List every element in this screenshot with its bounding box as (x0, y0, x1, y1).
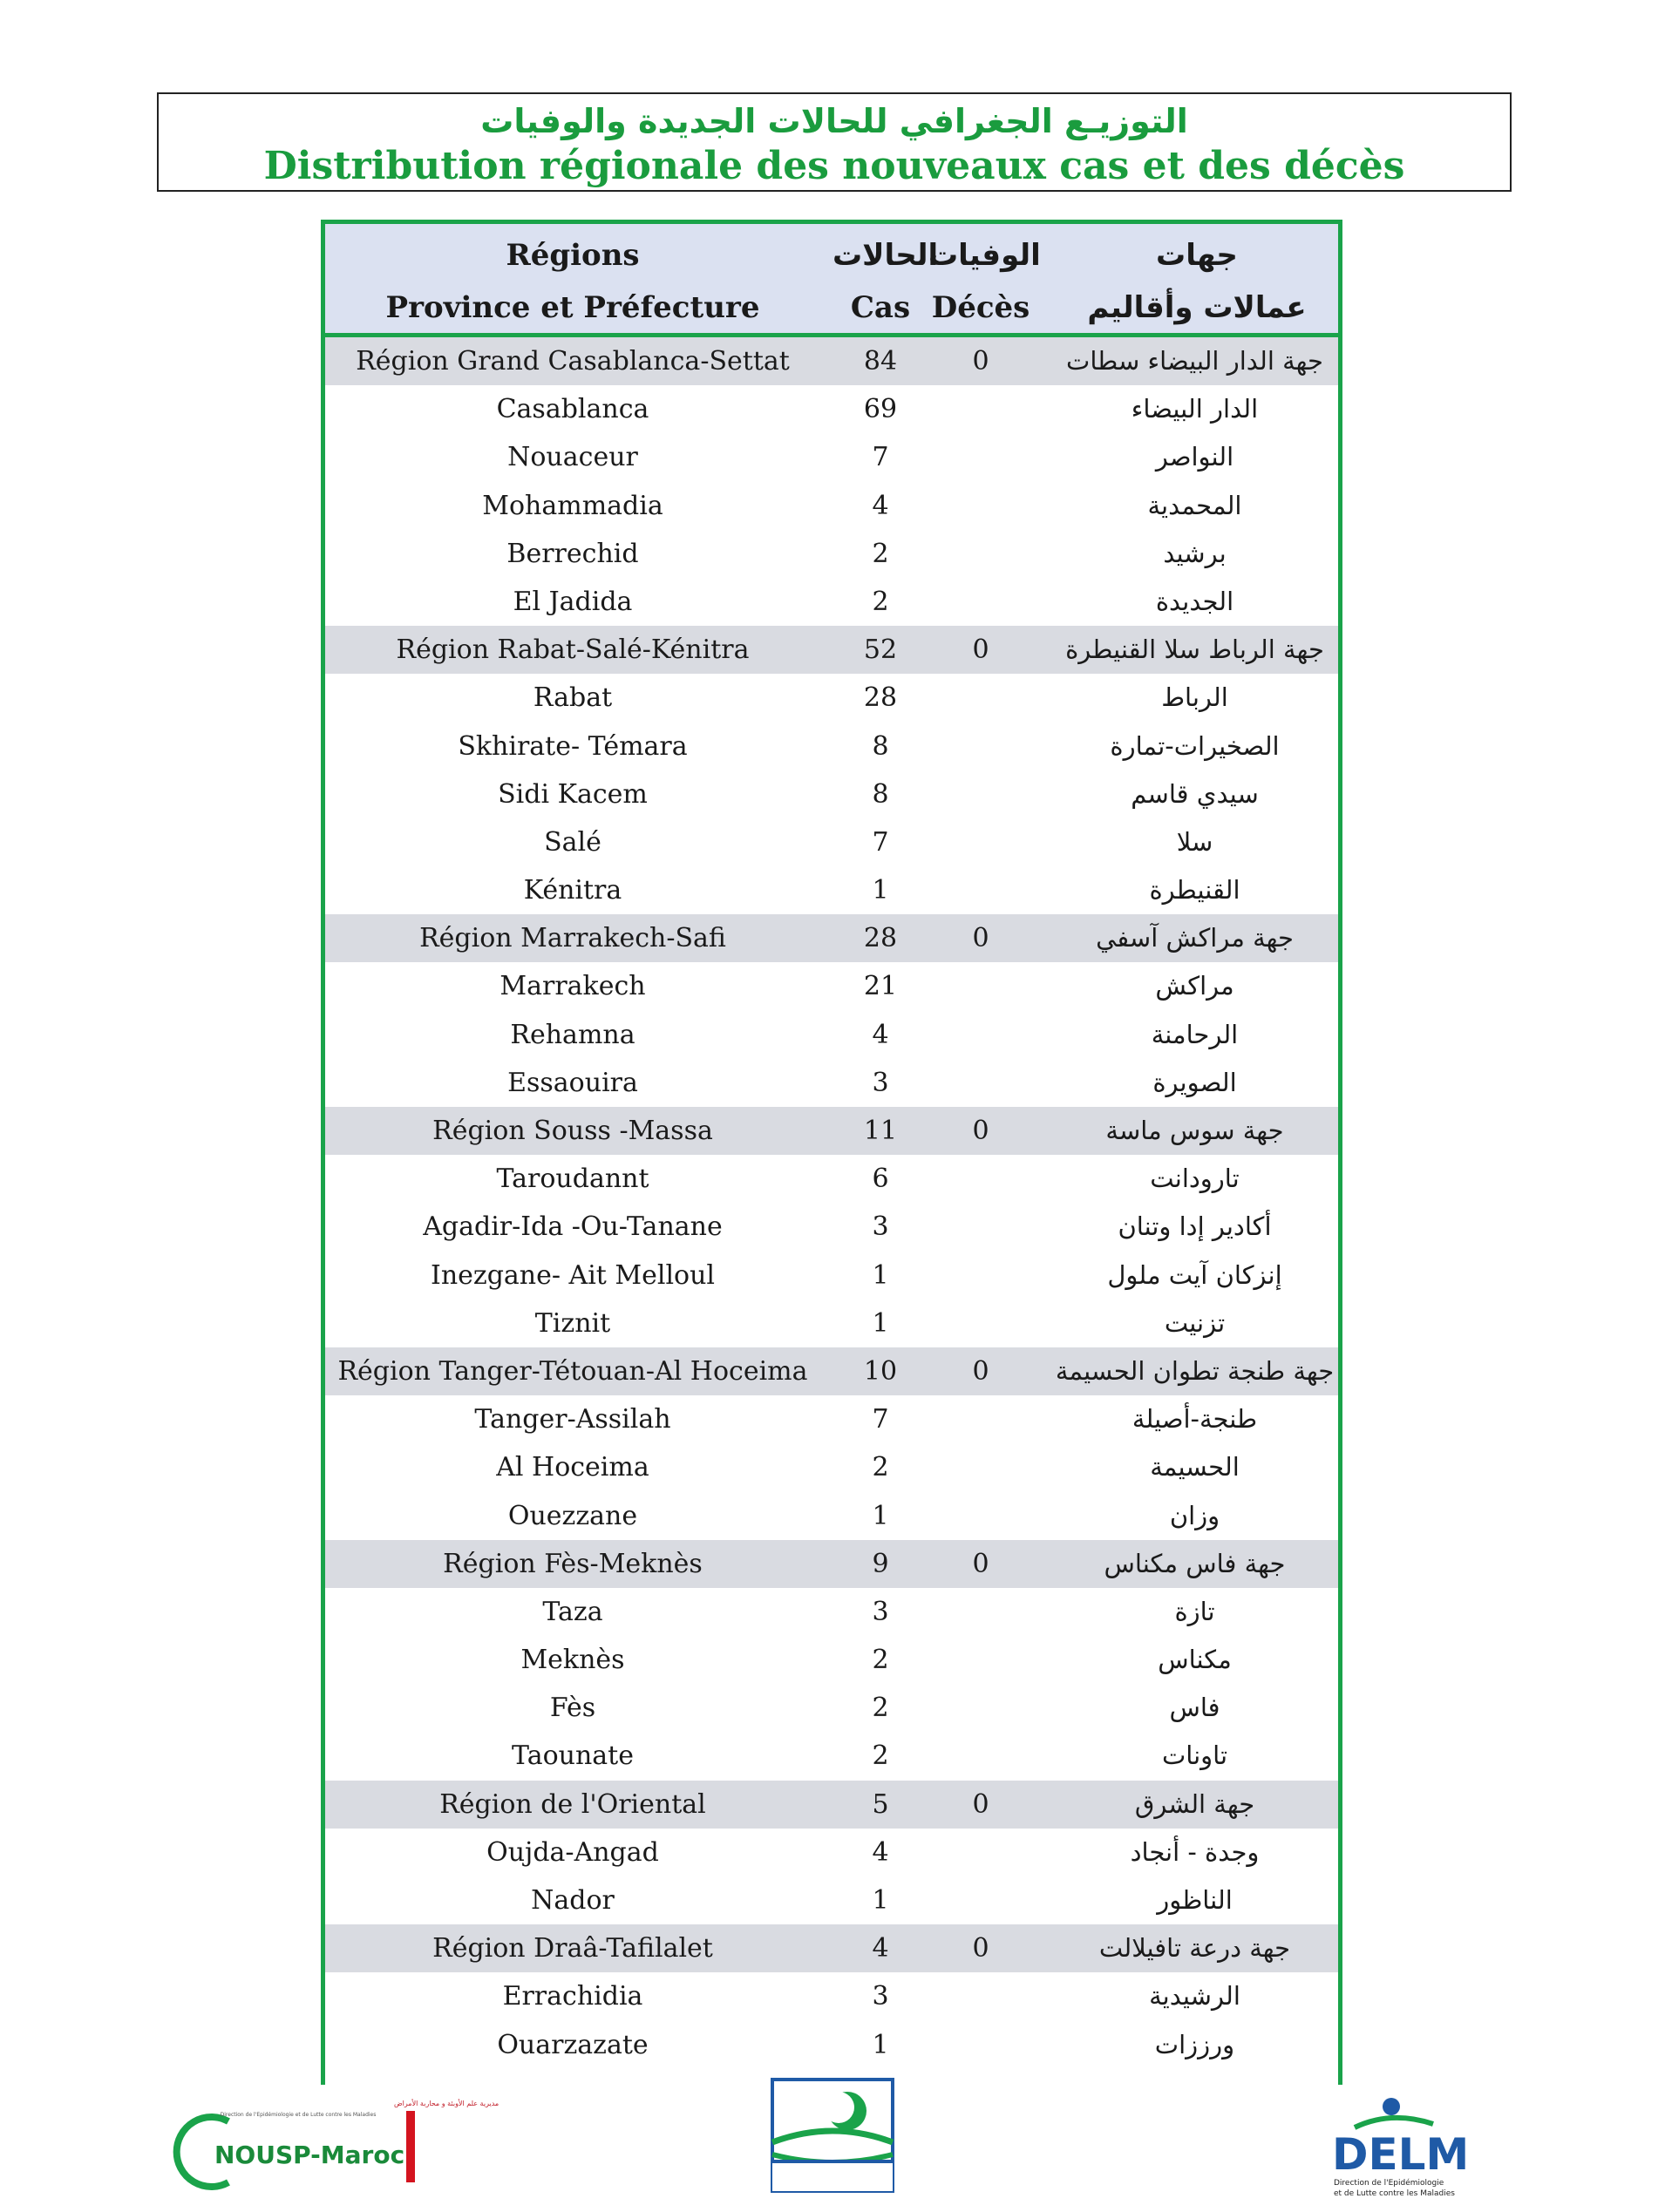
row-deces (928, 1829, 1033, 1876)
row-name-arabic: مراكش (1155, 971, 1234, 1001)
row-cas: 4 (872, 1933, 889, 1964)
row-cas: 8 (872, 730, 889, 762)
row-name: Meknès (520, 1645, 625, 1676)
row-name: Ouezzane (507, 1500, 638, 1531)
row-deces (928, 1299, 1033, 1347)
row-name-arabic: الصويرة (1152, 1067, 1237, 1097)
row-name: Taza (542, 1596, 603, 1627)
delm-logo-sub2: et de Lutte contre les Maladies (1334, 2189, 1455, 2198)
table-row (325, 674, 1338, 722)
table-row (325, 1059, 1338, 1107)
row-name: Nouaceur (507, 442, 638, 473)
row-deces (928, 1684, 1033, 1732)
row-name: Salé (544, 826, 601, 858)
row-cas: 69 (863, 394, 898, 425)
row-deces (928, 818, 1033, 866)
row-cas: 28 (863, 682, 898, 714)
table-row (325, 385, 1338, 433)
table-row (325, 962, 1338, 1010)
row-deces (928, 1011, 1033, 1059)
row-deces (928, 1443, 1033, 1491)
row-name: Tiznit (534, 1307, 611, 1339)
row-name-arabic: جهة الدار البيضاء سطات (1066, 346, 1323, 376)
table-row (325, 770, 1338, 818)
row-cas: 2 (872, 538, 889, 569)
row-deces: 0 (972, 1548, 989, 1579)
header-cas-fr: Cas (850, 290, 911, 325)
table-row (325, 1155, 1338, 1203)
row-name-arabic: الرشيدية (1149, 1981, 1240, 2012)
row-deces (928, 1588, 1033, 1636)
row-name-arabic: سيدي قاسم (1131, 778, 1259, 809)
row-name-arabic: فاس (1169, 1693, 1220, 1723)
row-deces (928, 530, 1033, 578)
row-deces (928, 770, 1033, 818)
nousp-logo-ar: مديرية علم الأوبئة و محاربة الأمراض (394, 2100, 500, 2107)
row-cas: 1 (872, 2029, 889, 2060)
table-row (325, 433, 1338, 481)
header-regions-arabic (1057, 229, 1336, 334)
row-deces (928, 482, 1033, 530)
row-name-arabic: تزنيت (1164, 1307, 1226, 1338)
table-row (325, 866, 1338, 914)
row-name-arabic: جهة درعة تافيلالت (1098, 1933, 1291, 1964)
row-deces: 0 (972, 1355, 989, 1387)
header-province-ar: عمالات وأقاليم (1087, 290, 1307, 325)
row-name-arabic: الحسيمة (1150, 1452, 1240, 1483)
row-deces (928, 2021, 1033, 2069)
table-row (325, 1203, 1338, 1251)
row-cas: 7 (872, 1404, 889, 1435)
row-name-arabic: الرباط (1161, 682, 1228, 713)
row-name-arabic: جهة الشرق (1134, 1788, 1255, 1819)
delm-logo-sub1: Direction de l'Epidémiologie (1334, 2179, 1444, 2188)
row-name: Kénitra (523, 875, 622, 906)
row-cas: 28 (863, 923, 898, 954)
delm-logo-text: DELM (1332, 2129, 1470, 2180)
row-cas: 11 (863, 1116, 898, 1146)
row-name: Casablanca (496, 394, 649, 425)
row-cas: 1 (872, 1885, 889, 1916)
row-name: Région Grand Casablanca-Settat (356, 346, 790, 377)
row-cas: 4 (872, 490, 889, 521)
row-name: Berrechid (506, 538, 639, 569)
row-cas: 9 (872, 1548, 889, 1579)
delm-logo (1329, 2096, 1468, 2201)
row-name: Marrakech (500, 971, 646, 1002)
row-cas: 2 (872, 1740, 889, 1772)
row-cas: 1 (872, 1307, 889, 1339)
table-row (325, 1876, 1338, 1924)
table-row (325, 818, 1338, 866)
row-name-arabic: الناظور (1157, 1885, 1233, 1915)
table-row (325, 1492, 1338, 1540)
header-province-label: Province et Préfecture (385, 290, 760, 325)
row-name: Taroudannt (496, 1164, 649, 1195)
row-deces: 0 (972, 634, 989, 666)
row-name-arabic: تارودانت (1150, 1164, 1240, 1194)
row-cas: 3 (872, 1211, 889, 1243)
row-deces (928, 723, 1033, 770)
row-deces (928, 1732, 1033, 1780)
row-cas: 7 (872, 442, 889, 473)
header-deces-ar: الوفيات (928, 238, 1041, 273)
row-name: Essaouira (507, 1067, 638, 1098)
row-cas: 5 (872, 1788, 889, 1820)
row-deces (928, 866, 1033, 914)
row-cas: 2 (872, 1452, 889, 1483)
ministry-emblem-logo (767, 2074, 898, 2196)
row-name: El Jadida (513, 586, 633, 617)
row-name-arabic: أكادير إدا وتنان (1118, 1211, 1272, 1242)
row-name-arabic: ورززات (1154, 2029, 1235, 2059)
row-name: Région Souss -Massa (432, 1116, 713, 1146)
row-cas: 8 (872, 778, 889, 810)
row-name: Rabat (533, 682, 613, 714)
row-name: Tanger-Assilah (474, 1404, 671, 1435)
table-row (325, 1636, 1338, 1684)
region-row (325, 1347, 1338, 1395)
row-deces (928, 1252, 1033, 1299)
row-name-arabic: الجديدة (1155, 586, 1234, 616)
header-regions-label: Régions (506, 238, 640, 273)
table-row (325, 1684, 1338, 1732)
table-row (325, 1732, 1338, 1780)
row-cas: 3 (872, 1596, 889, 1627)
row-name: Ouarzazate (497, 2029, 649, 2060)
row-name-arabic: جهة مراكش آسفي (1096, 923, 1294, 953)
table-row (325, 1011, 1338, 1059)
table-row (325, 1395, 1338, 1443)
row-cas: 2 (872, 1645, 889, 1676)
row-name: Inezgane- Ait Melloul (430, 1259, 716, 1291)
region-row (325, 337, 1338, 385)
row-cas: 1 (872, 875, 889, 906)
region-row (325, 1540, 1338, 1588)
row-name: Taounate (512, 1740, 634, 1772)
row-deces: 0 (972, 923, 989, 954)
row-deces (928, 1059, 1033, 1107)
row-cas: 4 (872, 1019, 889, 1050)
row-cas: 7 (872, 826, 889, 858)
row-name-arabic: المحمدية (1147, 490, 1242, 520)
row-name: Sidi Kacem (498, 778, 648, 810)
row-cas: 2 (872, 1693, 889, 1724)
row-deces: 0 (972, 346, 989, 377)
row-name-arabic: وجدة - أنجاد (1130, 1836, 1260, 1867)
row-deces (928, 1395, 1033, 1443)
row-name: Oujda-Angad (486, 1836, 659, 1868)
row-cas: 52 (863, 634, 898, 666)
row-cas: 3 (872, 1067, 889, 1098)
row-name: Région Draâ-Tafilalet (432, 1933, 713, 1964)
row-name-arabic: طنجة-أصيلة (1132, 1404, 1258, 1435)
row-cas: 6 (872, 1164, 889, 1195)
row-name-arabic: الصخيرات-تمارة (1110, 730, 1280, 761)
distribution-table (321, 220, 1342, 2085)
row-name: Mohammadia (482, 490, 663, 521)
table-row (325, 530, 1338, 578)
row-deces: 0 (972, 1933, 989, 1964)
row-name: Al Hoceima (496, 1452, 649, 1483)
header-deces-fr: Décès (931, 290, 1030, 325)
title-arabic: التوزيـع الجغرافي للحالات الجديدة والوفيات (480, 102, 1188, 140)
nousp-logo-text: NOUSP-Maroc (214, 2141, 405, 2169)
row-deces (928, 1876, 1033, 1924)
table-row (325, 1252, 1338, 1299)
row-name-arabic: وزان (1169, 1500, 1220, 1530)
row-cas: 2 (872, 586, 889, 617)
row-name-arabic: إنزكان آيت ملول (1107, 1259, 1282, 1290)
table-row (325, 723, 1338, 770)
table-row (325, 1829, 1338, 1876)
row-deces (928, 674, 1033, 722)
row-name-arabic: جهة فاس مكناس (1104, 1548, 1286, 1578)
row-name-arabic: سلا (1176, 826, 1213, 857)
row-name: Région Marrakech-Safi (419, 923, 726, 954)
row-name-arabic: جهة طنجة تطوان الحسيمة (1055, 1355, 1335, 1386)
row-name: Région de l'Oriental (439, 1788, 706, 1820)
row-cas: 21 (863, 971, 898, 1002)
header-regions-ar: جهات (1156, 238, 1238, 273)
row-name-arabic: جهة سوس ماسة (1105, 1116, 1284, 1145)
table-row (325, 1972, 1338, 2020)
row-name: Errachidia (502, 1981, 643, 2012)
table-header (325, 224, 1338, 337)
row-name: Agadir-Ida -Ou-Tanane (423, 1211, 723, 1243)
row-name: Skhirate- Témara (458, 730, 688, 762)
row-cas: 1 (872, 1500, 889, 1531)
row-name: Région Rabat-Salé-Kénitra (396, 634, 750, 666)
row-name-arabic: القنيطرة (1149, 875, 1240, 906)
header-cas (832, 229, 939, 334)
title-box (157, 92, 1512, 192)
row-cas: 1 (872, 1259, 889, 1291)
row-deces (928, 578, 1033, 626)
row-name: Région Tanger-Tétouan-Al Hoceima (337, 1355, 808, 1387)
row-cas: 84 (863, 346, 898, 377)
title-french: Distribution régionale des nouveaux cas et des décès (263, 144, 1405, 188)
region-row (325, 1781, 1338, 1829)
table-row (325, 1443, 1338, 1491)
row-cas: 4 (872, 1836, 889, 1868)
row-name: Région Fès-Meknès (443, 1548, 703, 1579)
row-deces (928, 1492, 1033, 1540)
table-row (325, 482, 1338, 530)
region-row (325, 914, 1338, 962)
region-row (325, 1107, 1338, 1155)
header-regions (325, 229, 820, 334)
table-row (325, 2021, 1338, 2069)
table-row (325, 1588, 1338, 1636)
row-cas: 3 (872, 1981, 889, 2012)
header-deces (928, 229, 1041, 334)
row-name-arabic: برشيد (1163, 538, 1227, 568)
row-deces: 0 (972, 1788, 989, 1820)
nousp-maroc-logo (194, 2095, 500, 2191)
region-row (325, 1924, 1338, 1972)
row-deces (928, 1203, 1033, 1251)
row-deces (928, 433, 1033, 481)
row-deces (928, 385, 1033, 433)
row-name: Nador (531, 1885, 615, 1916)
row-name-arabic: تازة (1174, 1596, 1215, 1626)
row-cas: 10 (863, 1355, 898, 1387)
table-body (325, 337, 1338, 2069)
region-row (325, 626, 1338, 674)
row-name: Fès (549, 1693, 596, 1724)
table-row (325, 1299, 1338, 1347)
row-name-arabic: تاونات (1161, 1740, 1228, 1771)
row-name-arabic: النواصر (1155, 442, 1234, 472)
table-row (325, 578, 1338, 626)
row-deces (928, 962, 1033, 1010)
row-name-arabic: الرحامنة (1151, 1019, 1239, 1049)
header-cas-ar: الحالات (832, 238, 939, 273)
row-deces: 0 (972, 1116, 989, 1146)
row-name-arabic: جهة الرباط سلا القنيطرة (1065, 634, 1324, 665)
row-name-arabic: الدار البيضاء (1131, 394, 1259, 424)
row-deces (928, 1155, 1033, 1203)
row-name: Rehamna (510, 1019, 635, 1050)
row-deces (928, 1636, 1033, 1684)
row-deces (928, 1972, 1033, 2020)
row-name-arabic: مكناس (1158, 1645, 1232, 1675)
nousp-logo-fr: Direction de l'Epidémiologie et de Lutte contre les Maladies (220, 2112, 377, 2118)
